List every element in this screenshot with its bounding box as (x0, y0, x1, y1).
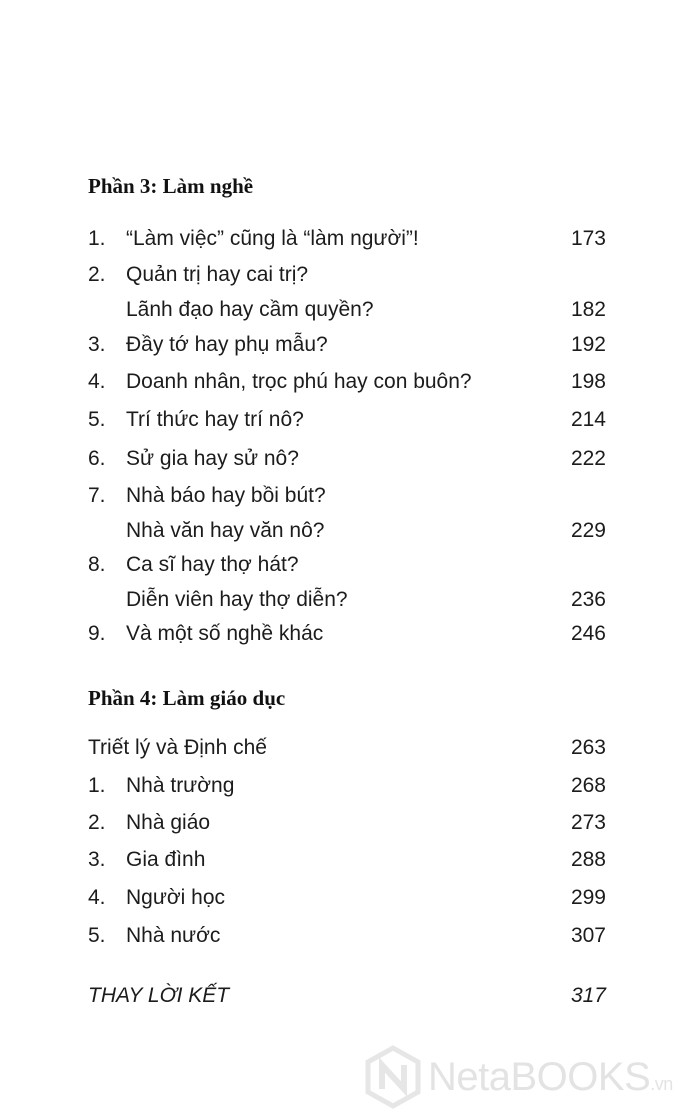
entry-number: 6. (88, 447, 106, 470)
entry-title: Đầy tớ hay phụ mẫu? (126, 333, 328, 356)
entry-title: Ca sĩ hay thợ hát? (126, 553, 299, 576)
entry-page: 198 (570, 370, 606, 393)
entry-page: 182 (570, 298, 606, 321)
entry-title: Trí thức hay trí nô? (126, 408, 304, 431)
entry-title: Quản trị hay cai trị? (126, 263, 309, 286)
entry-number: 5. (88, 408, 106, 431)
entry-number: 2. (88, 263, 106, 286)
entry-page: 246 (570, 622, 606, 645)
entry-title-line2: Diễn viên hay thợ diễn? (126, 588, 348, 611)
entry-page: 288 (570, 848, 606, 871)
entry-number: 7. (88, 484, 106, 507)
section-title-part3: Phần 3: Làm nghề (88, 174, 254, 198)
entry-number: 4. (88, 370, 106, 393)
watermark-tld: .vn (650, 1073, 673, 1094)
netabooks-logo-icon (364, 1045, 422, 1109)
entry-title: Doanh nhân, trọc phú hay con buôn? (126, 370, 472, 393)
entry-number: 2. (88, 811, 106, 834)
entry-number: 1. (88, 774, 106, 797)
entry-number: 3. (88, 848, 106, 871)
entry-title-line2: Nhà văn hay văn nô? (126, 519, 325, 542)
entry-page: 273 (570, 811, 606, 834)
entry-title: Triết lý và Định chế (88, 736, 267, 759)
entry-title: Nhà báo hay bồi bút? (126, 484, 326, 507)
entry-page: 214 (570, 408, 606, 431)
entry-page: 236 (570, 588, 606, 611)
entry-number: 9. (88, 622, 106, 645)
entry-title-line2: Lãnh đạo hay cầm quyền? (126, 298, 374, 321)
watermark (364, 1043, 694, 1111)
entry-title: Nhà nước (126, 924, 221, 947)
entry-title: Người học (126, 886, 226, 909)
entry-number: 3. (88, 333, 106, 356)
entry-title: “Làm việc” cũng là “làm người”! (126, 227, 419, 250)
entry-page: 307 (570, 924, 606, 947)
entry-title: Nhà trường (126, 774, 235, 797)
closing-title: THAY LỜI KẾT (88, 984, 230, 1007)
watermark-brand (428, 1055, 673, 1100)
entry-page: 222 (570, 447, 606, 470)
entry-page: 173 (570, 227, 606, 250)
entry-title: Nhà giáo (126, 811, 211, 834)
entry-page: 229 (570, 519, 606, 542)
watermark-brand-name: NetaBOOKS (428, 1054, 651, 1099)
entry-page: 192 (570, 333, 606, 356)
entry-title: Gia đình (126, 848, 206, 871)
entry-number: 4. (88, 886, 106, 909)
entry-number: 8. (88, 553, 106, 576)
entry-page: 299 (570, 886, 606, 909)
section-title-part4: Phần 4: Làm giáo dục (88, 686, 286, 710)
entry-page: 263 (570, 736, 606, 759)
entry-number: 1. (88, 227, 106, 250)
entry-title: Và một số nghề khác (126, 622, 324, 645)
closing-page: 317 (570, 984, 606, 1007)
entry-page: 268 (570, 774, 606, 797)
entry-number: 5. (88, 924, 106, 947)
entry-title: Sử gia hay sử nô? (126, 447, 299, 470)
